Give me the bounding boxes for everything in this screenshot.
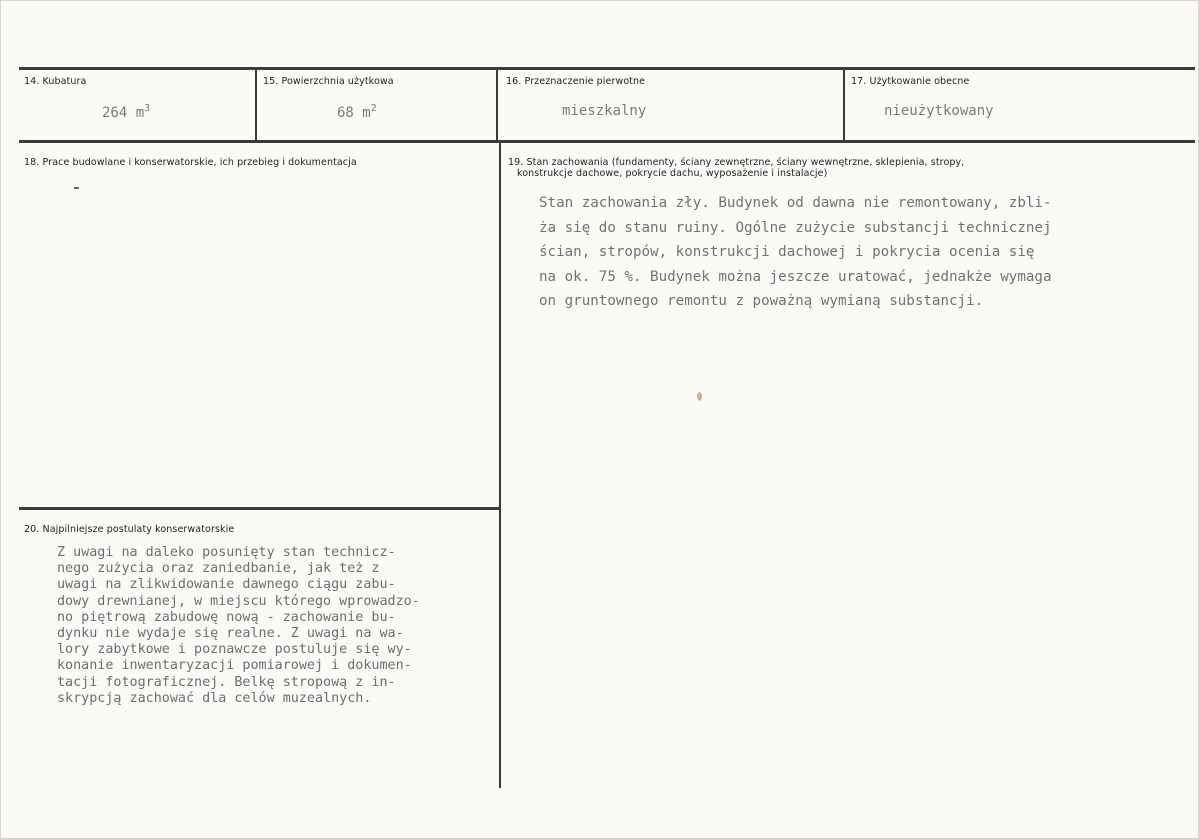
field-20-text [57,545,420,707]
field-18-mark [74,187,79,189]
field-20-line: dynku nie wydaje się realne. Z uwagi na wa- [57,626,404,642]
field-14-value-superscript: 3 [144,103,151,114]
column-divider-14-15 [255,68,257,142]
field-14-label: 14. Kubatura [24,76,87,87]
field-19-line: ża się do stanu ruiny. Ogólne zużycie substancji technicznej [539,219,1052,236]
field-16-value: mieszkalny [562,103,647,119]
field-18-label: 18. Prace budowlane i konserwatorskie, ich przebieg i dokumentacja [24,157,357,168]
field-20-line: nego zużycia oraz zaniedbanie, jak też z [57,561,380,577]
field-20-line: dowy drewnianej, w miejscu którego wprowadzo- [57,593,420,609]
field-15-label: 15. Powierzchnia użytkowa [263,76,394,87]
column-divider-16-17 [843,68,845,142]
field-19-label-line-1: 19. Stan zachowania (fundamenty, ściany zewnętrzne, ściany wewnętrzne, sklepienia, stropy, [508,157,965,168]
field-17-label: 17. Użytkowanie obecne [851,76,970,87]
column-divider-15-16 [496,68,498,142]
row-divider-rule [19,140,1195,143]
field-19-line: on gruntownego remontu z poważną wymianą substancji. [539,293,984,310]
field-20-line: skrypcją zachować dla celów muzealnych. [57,690,372,706]
field-15-value [337,103,377,121]
section-20-top-rule [19,507,500,510]
field-20-line: Z uwagi na daleko posunięty stan technicz- [57,545,396,560]
field-19-line: na ok. 75 %. Budynek można jeszcze uratować, jednakże wymaga [539,268,1052,285]
field-16-label: 16. Przeznaczenie pierwotne [506,76,646,87]
paper-stain [697,392,702,401]
field-19-text [539,191,1052,314]
field-19-line: ścian, stropów, konstrukcji dachowej i pokrycia ocenia się [539,244,1035,261]
main-column-divider [499,142,501,788]
field-19-line: Stan zachowania zły. Budynek od dawna nie remontowany, zbli- [539,195,1052,211]
field-20-line: uwagi na zlikwidowanie dawnego ciągu zabu- [57,577,396,593]
field-20-line: lory zabytkowe i poznawcze postuluje się wy- [57,642,412,658]
field-17-value: nieużytkowany [884,103,994,119]
field-14-value-text: 264 m [102,105,145,121]
field-14-value [102,103,150,121]
field-19-label-line-2: konstrukcje dachowe, pokrycie dachu, wyposażenie i instalacje) [517,168,828,179]
field-15-value-superscript: 2 [370,103,377,114]
field-20-label: 20. Najpilniejsze postulaty konserwatorskie [24,524,235,535]
field-20-line: tacji fotograficznej. Belkę stropową z in- [57,674,396,690]
top-rule [19,67,1195,70]
field-20-line: no piętrową zabudowę nową - zachowanie bu- [57,609,396,625]
field-20-line: konanie inwentaryzacji pomiarowej i dokumen- [57,658,412,674]
field-15-value-text: 68 m [337,105,371,121]
